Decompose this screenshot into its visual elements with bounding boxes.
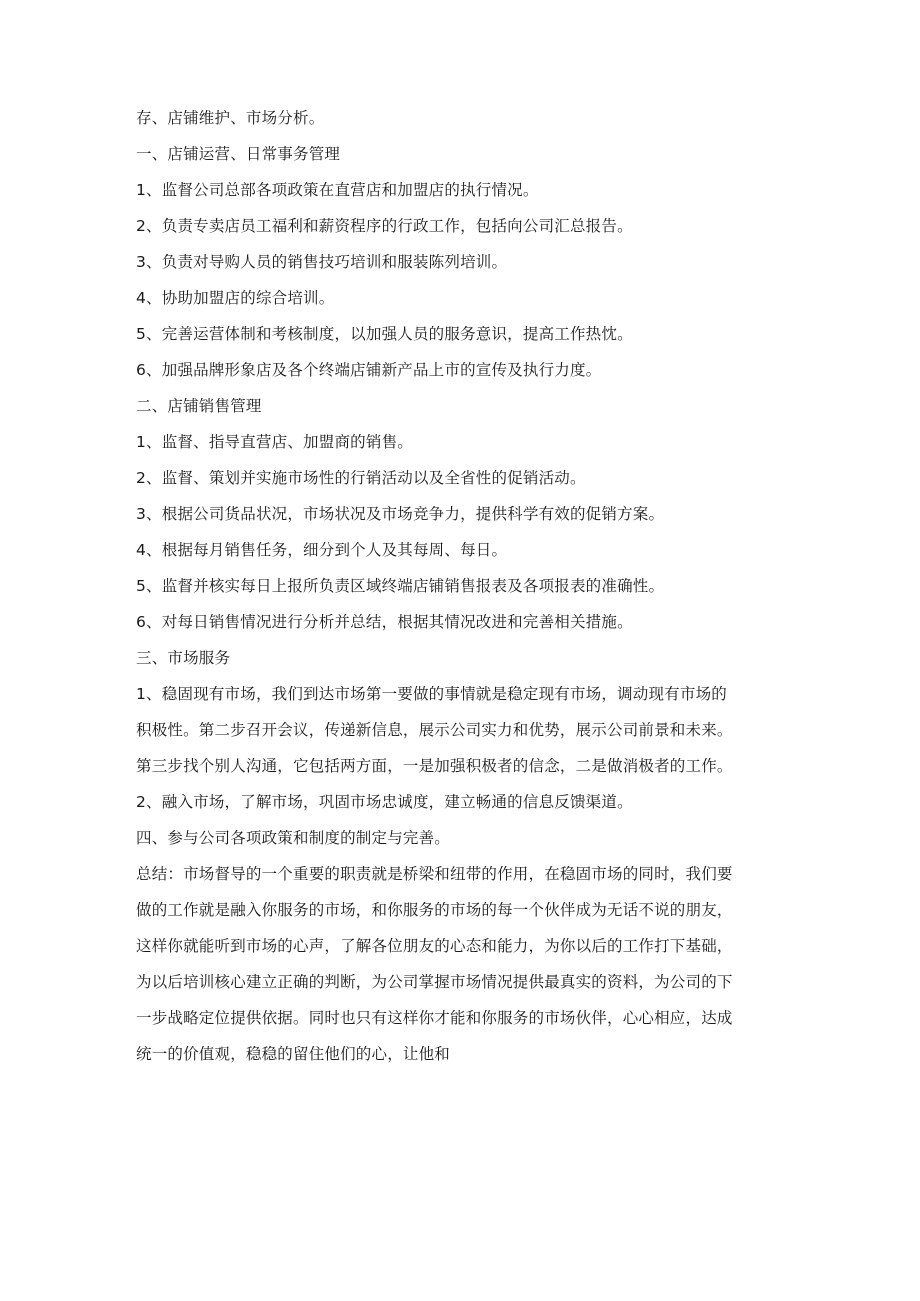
- paragraph-line: 第三步找个别人沟通，它包括两方面，一是加强积极者的信念，二是做消极者的工作。: [136, 757, 733, 775]
- list-item: 3、负责对导购人员的销售技巧培训和服装陈列培训。: [136, 253, 508, 271]
- list-item: 4、协助加盟店的综合培训。: [136, 289, 335, 307]
- list-item: 1、监督、指导直营店、加盟商的销售。: [136, 433, 413, 451]
- list-item: 4、根据每月销售任务，细分到个人及其每周、每日。: [136, 541, 508, 559]
- paragraph-line: 这样你就能听到市场的心声，了解各位朋友的心态和能力，为你以后的工作打下基础，: [136, 937, 733, 955]
- list-item: 2、监督、策划并实施市场性的行销活动以及全省性的促销活动。: [136, 469, 586, 487]
- paragraph-line: 为以后培训核心建立正确的判断，为公司掌握市场情况提供最真实的资料，为公司的下: [136, 973, 733, 991]
- paragraph-line: 积极性。第二步召开会议，传递新信息，展示公司实力和优势，展示公司前景和未来。: [136, 721, 733, 739]
- list-item: 2、融入市场，了解市场，巩固市场忠诚度，建立畅通的信息反馈渠道。: [136, 793, 633, 811]
- summary-line: 总结：市场督导的一个重要的职责就是桥梁和纽带的作用，在稳固市场的同时，我们要: [136, 865, 733, 883]
- list-item: 3、根据公司货品状况，市场状况及市场竞争力，提供科学有效的促销方案。: [136, 505, 665, 523]
- list-item: 2、负责专卖店员工福利和薪资程序的行政工作，包括向公司汇总报告。: [136, 217, 633, 235]
- list-item: 5、完善运营体制和考核制度，以加强人员的服务意识，提高工作热忱。: [136, 325, 633, 343]
- paragraph-line: 做的工作就是融入你服务的市场，和你服务的市场的每一个伙伴成为无话不说的朋友，: [136, 901, 733, 919]
- list-item: 5、监督并核实每日上报所负责区域终端店铺销售报表及各项报表的准确性。: [136, 577, 665, 595]
- section-heading: 二、店铺销售管理: [136, 397, 262, 415]
- section-heading: 一、店铺运营、日常事务管理: [136, 145, 341, 163]
- text-line: 存、店铺维护、市场分析。: [136, 109, 325, 127]
- document-body: [136, 100, 796, 1072]
- paragraph-line: 一步战略定位提供依据。同时也只有这样你才能和你服务的市场伙伴，心心相应，达成: [136, 1009, 733, 1027]
- list-item: 1、监督公司总部各项政策在直营店和加盟店的执行情况。: [136, 181, 539, 199]
- list-item: 1、稳固现有市场，我们到达市场第一要做的事情就是稳定现有市场，调动现有市场的: [136, 685, 727, 703]
- section-heading: 三、市场服务: [136, 649, 231, 667]
- paragraph-line: 统一的价值观，稳稳的留住他们的心，让他和: [136, 1045, 451, 1063]
- list-item: 6、加强品牌形象店及各个终端店铺新产品上市的宣传及执行力度。: [136, 361, 602, 379]
- section-heading: 四、参与公司各项政策和制度的制定与完善。: [136, 829, 451, 847]
- list-item: 6、对每日销售情况进行分析并总结，根据其情况改进和完善相关措施。: [136, 613, 633, 631]
